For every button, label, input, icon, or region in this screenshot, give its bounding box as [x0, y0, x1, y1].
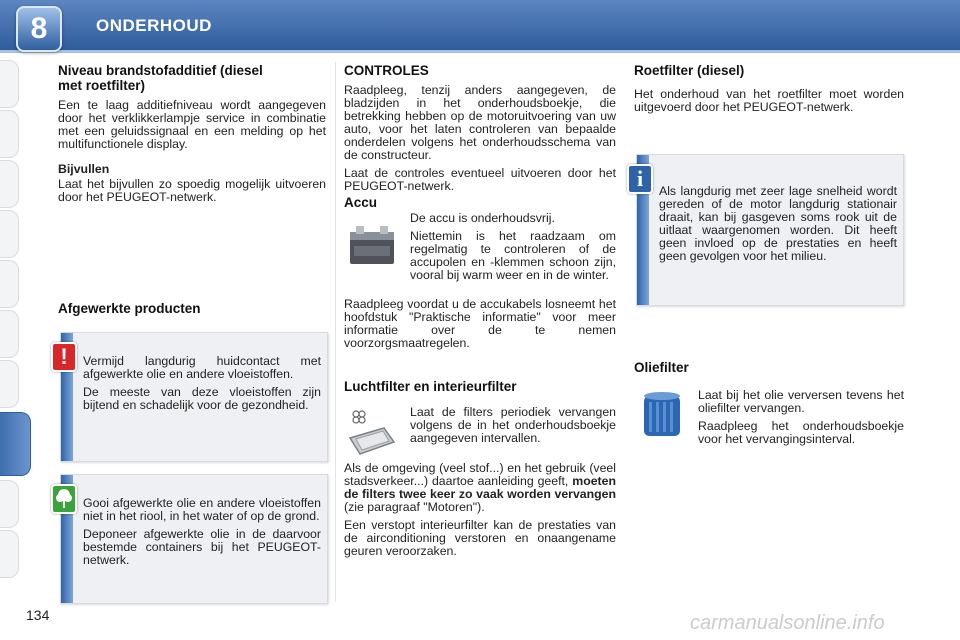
chapter-tabs: [0, 60, 30, 580]
environment-text-1: Gooi afgewerkte olie en andere vloeistoffen niet in het riool, in het water of op de grond.: [83, 496, 321, 523]
controls-text-1: Raadpleeg, tenzij anders aangegeven, de bladzijden in het onderhoudsboekje, die betrekking hebben op de motoruitvoering van uw auto, voor het laten controleren van bepaalde onderdelen volgens het onderhoudsschema van de constructeur.: [344, 83, 616, 162]
header-underline: [0, 50, 960, 53]
chapter-tab[interactable]: [0, 360, 19, 408]
page-number: 134: [26, 607, 50, 623]
oil-filter-icon: [640, 390, 684, 445]
chapter-tab[interactable]: [0, 260, 19, 308]
warning-icon: !: [51, 342, 77, 372]
battery-side-text: [410, 212, 616, 287]
battery-icon: [346, 222, 398, 273]
refill-text: Laat het bijvullen zo spoedig mogelijk uitvoeren door het PEUGEOT-netwerk.: [58, 177, 326, 204]
battery-title: Accu: [344, 195, 378, 210]
chapter-tab[interactable]: [0, 480, 19, 528]
chapter-title: ONDERHOUD: [96, 16, 212, 35]
oil-filter-text-1: Laat bij het olie verversen tevens het oliefilter vervangen.: [698, 388, 904, 415]
filter-text-2-bold: moeten de filters twee keer zo vaak worden vervangen: [344, 474, 616, 501]
filter-text-2: [344, 462, 616, 514]
particle-filter-title: Roetfilter (diesel): [634, 63, 745, 78]
air-filter-icon: [346, 408, 398, 463]
info-box: [636, 154, 904, 306]
filter-text-2b: (zie paragraaf "Motoren").: [344, 500, 485, 514]
tree-icon: [51, 484, 77, 514]
filter-side-text: [410, 406, 616, 450]
column-divider: [335, 62, 336, 602]
additive-text: Een te laag additiefniveau wordt aangegeven door het verklikkerlampje service in combinatie met een geluidssignaal en een melding op het multifunctionele display.: [58, 98, 326, 151]
watermark: carmanualsonline.info: [690, 612, 885, 634]
additive-title: Niveau brandstofadditief (diesel met roetfilter): [58, 63, 263, 93]
oil-filter-text-2: Raadpleeg het onderhoudsboekje voor het vervangingsinterval.: [698, 419, 904, 446]
particle-filter-text: Het onderhoud van het roetfilter moet worden uitgevoerd door het PEUGEOT-netwerk.: [634, 87, 904, 114]
environment-box: [60, 474, 328, 604]
filter-text-1: Laat de filters periodiek vervangen volgens de in het onderhoudsboekje aangegeven intervallen.: [410, 405, 616, 445]
warning-box: [60, 332, 328, 462]
chapter-tab-active[interactable]: [0, 412, 31, 476]
info-icon: i: [627, 164, 653, 194]
filter-text-2a: Als de omgeving (veel stof...) en het gebruik (veel stadsverkeer...) daartoe aanleiding geeft,: [344, 461, 616, 488]
refill-title: Bijvullen: [58, 162, 110, 176]
used-products-title: Afgewerkte producten: [58, 301, 201, 316]
filter-footer-text: [344, 462, 616, 563]
environment-text-2: Deponeer afgewerkte olie in de daarvoor bestemde containers bij het PEUGEOT-netwerk.: [83, 527, 321, 567]
filter-text-3: Een verstopt interieurfilter kan de prestaties van de airconditioning verstoren en onaangename geuren veroorzaken.: [344, 518, 616, 558]
chapter-tab[interactable]: [0, 110, 19, 158]
info-text: Als langdurig met zeer lage snelheid wordt gereden of de motor langdurig stationair draait, kan bij gasgeven soms rook uit de uitlaat waargenomen worden. Dit heeft geen invloed op de prestaties en heeft geen gevolgen voor het milieu.: [659, 184, 897, 263]
battery-text-1: De accu is onderhoudsvrij.: [410, 211, 555, 225]
chapter-number-badge: 8: [16, 6, 62, 52]
warning-text-2: De meeste van deze vloeistoffen zijn bijtend en schadelijk voor de gezondheid.: [83, 385, 321, 412]
battery-text-2: Niettemin is het raadzaam om regelmatig te controleren of de accupolen en -klemmen schoon zijn, vooral bij warm weer en in de winter.: [410, 229, 616, 282]
chapter-tab[interactable]: [0, 60, 19, 108]
right-column: [634, 63, 904, 119]
chapter-tab[interactable]: [0, 210, 19, 258]
filter-title: Luchtfilter en interieurfilter: [344, 379, 517, 394]
chapter-tab[interactable]: [0, 310, 19, 358]
left-column: [58, 63, 326, 209]
chapter-tab[interactable]: [0, 160, 19, 208]
warning-text-1: Vermijd langdurig huidcontact met afgewerkte olie en andere vloeistoffen.: [83, 354, 321, 381]
middle-column: [344, 63, 616, 216]
oil-filter-text-block: [698, 389, 904, 451]
battery-text-3: Raadpleeg voordat u de accukabels losneemt het hoofdstuk "Praktische informatie" voor meer informatie over de te nemen voorzorgsmaatregelen.: [344, 297, 616, 350]
controls-text-2: Laat de controles eventueel uitvoeren door het PEUGEOT-netwerk.: [344, 166, 616, 193]
chapter-tab[interactable]: [0, 530, 19, 578]
battery-footer-text: [344, 298, 616, 355]
controls-title: CONTROLES: [344, 63, 429, 78]
oil-filter-title: Oliefilter: [634, 360, 689, 375]
